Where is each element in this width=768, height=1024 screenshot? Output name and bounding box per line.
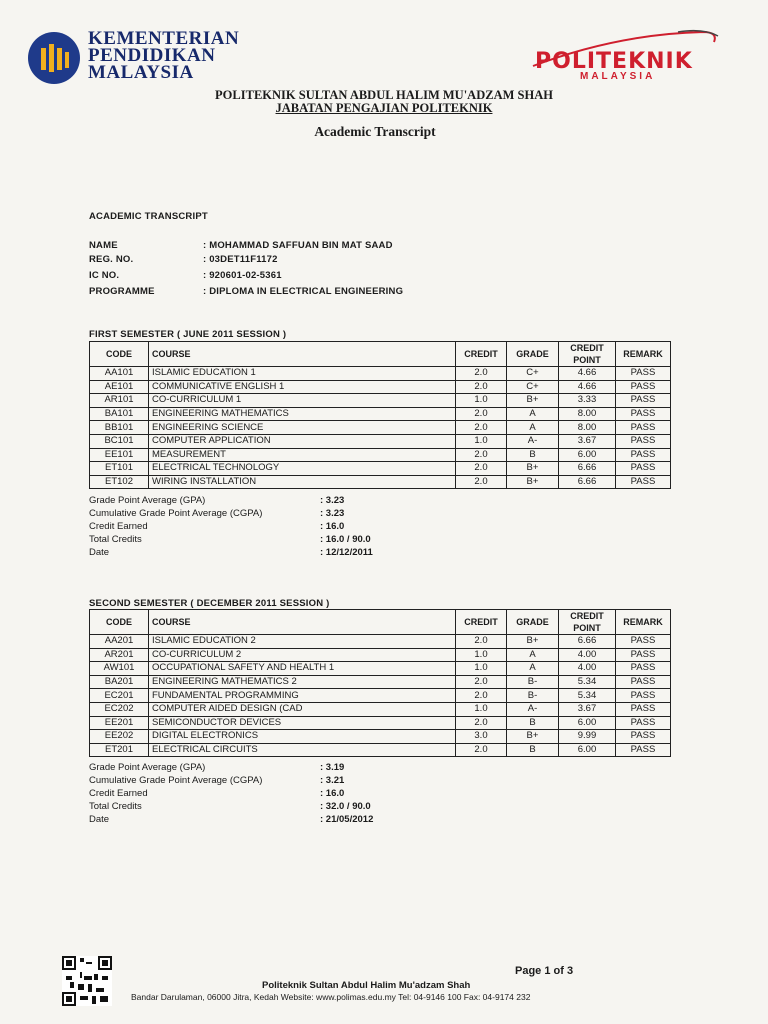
field-value-programme: : DIPLOMA IN ELECTRICAL ENGINEERING [203,286,404,297]
cell-code: BA201 [90,675,149,689]
sem1-cgpa-label: Cumulative Grade Point Average (CGPA) [89,508,263,519]
cell-credit-point: 6.00 [559,743,616,757]
table-row [90,635,671,649]
department-name: JABATAN PENGAJIAN POLITEKNIK [275,101,493,115]
table-row [90,367,671,381]
cell-remark: PASS [616,475,671,489]
col-remark: REMARK [616,342,671,367]
semester-1-title: FIRST SEMESTER ( JUNE 2011 SESSION ) [89,329,287,340]
cell-credit: 2.0 [456,462,507,476]
cell-code: BC101 [90,434,149,448]
institution-name: POLITEKNIK SULTAN ABDUL HALIM MU'ADZAM SHAH [215,88,553,102]
cell-credit: 1.0 [456,434,507,448]
cell-course: ENGINEERING MATHEMATICS 2 [149,675,456,689]
cell-grade: A- [507,702,559,716]
politeknik-logo-text: POLITEKNIK [535,49,693,74]
cell-remark: PASS [616,648,671,662]
cell-grade: B+ [507,730,559,744]
cell-credit: 1.0 [456,648,507,662]
table-header-row [90,610,671,635]
cell-credit-point: 8.00 [559,407,616,421]
sem2-cgpa-label: Cumulative Grade Point Average (CGPA) [89,775,263,786]
field-value-name: : MOHAMMAD SAFFUAN BIN MAT SAAD [203,240,393,251]
cell-grade: B+ [507,462,559,476]
table-row [90,462,671,476]
cell-credit: 3.0 [456,730,507,744]
cell-code: AA201 [90,635,149,649]
cell-course: ELECTRICAL TECHNOLOGY [149,462,456,476]
cell-course: COMMUNICATIVE ENGLISH 1 [149,380,456,394]
cell-course: ELECTRICAL CIRCUITS [149,743,456,757]
cell-credit: 2.0 [456,421,507,435]
page-number: Page 1 of 3 [515,965,574,977]
cell-credit-point: 6.00 [559,716,616,730]
cell-course: ISLAMIC EDUCATION 1 [149,367,456,381]
cell-credit: 2.0 [456,380,507,394]
cell-remark: PASS [616,716,671,730]
cell-remark: PASS [616,702,671,716]
cell-credit: 2.0 [456,716,507,730]
table-row [90,421,671,435]
ministry-name [88,30,239,81]
col-grade: GRADE [507,342,559,367]
table-row [90,730,671,744]
cell-credit: 2.0 [456,448,507,462]
cell-grade: B+ [507,394,559,408]
sem1-total-credits-label: Total Credits [89,534,142,545]
cell-grade: C+ [507,380,559,394]
table-header-row [90,342,671,367]
cell-credit: 1.0 [456,662,507,676]
cell-course: COMPUTER AIDED DESIGN (CAD [149,702,456,716]
sem1-date-label: Date [89,547,110,558]
cell-course: ENGINEERING MATHEMATICS [149,407,456,421]
table-row [90,662,671,676]
sem1-date-value: : 12/12/2011 [320,547,373,558]
cell-course: ENGINEERING SCIENCE [149,421,456,435]
cell-grade: A [507,662,559,676]
cell-credit: 2.0 [456,475,507,489]
cell-credit-point: 3.67 [559,702,616,716]
field-label-name: NAME [89,240,118,251]
sem2-credit-earned-value: : 16.0 [320,788,345,799]
cell-credit: 2.0 [456,689,507,703]
cell-remark: PASS [616,448,671,462]
cell-remark: PASS [616,662,671,676]
field-label-programme: PROGRAMME [89,286,155,297]
table-row [90,689,671,703]
field-label-ic: IC NO. [89,270,120,281]
cell-course: MEASUREMENT [149,448,456,462]
cell-course: CO-CURRICULUM 2 [149,648,456,662]
cell-code: AR101 [90,394,149,408]
qr-code [62,956,112,1006]
cell-grade: B- [507,689,559,703]
cell-remark: PASS [616,421,671,435]
cell-credit: 2.0 [456,635,507,649]
cell-course: ISLAMIC EDUCATION 2 [149,635,456,649]
footer-address: Bandar Darulaman, 06000 Jitra, Kedah Website: www.polimas.edu.my Tel: 04-9146 100 Fax: 04-9174 232 [131,992,531,1002]
semester-1-table [89,341,671,489]
table-row [90,702,671,716]
cell-grade: A [507,648,559,662]
cell-code: EE201 [90,716,149,730]
cell-credit-point: 6.66 [559,635,616,649]
cell-grade: B+ [507,475,559,489]
politeknik-logo-subtext: MALAYSIA [580,71,656,82]
document-title: Academic Transcript [314,124,436,139]
cell-credit: 1.0 [456,702,507,716]
cell-credit: 2.0 [456,743,507,757]
table-row [90,407,671,421]
cell-course: WIRING INSTALLATION [149,475,456,489]
col-credit: CREDIT [456,342,507,367]
cell-remark: PASS [616,675,671,689]
sem1-gpa-value: : 3.23 [320,495,345,506]
cell-code: AW101 [90,662,149,676]
cell-grade: A [507,421,559,435]
cell-remark: PASS [616,407,671,421]
ministry-line: KEMENTERIAN [88,28,240,49]
cell-credit: 1.0 [456,394,507,408]
cell-code: EC201 [90,689,149,703]
semester-2-rows [90,635,671,757]
cell-credit: 2.0 [456,675,507,689]
cell-course: OCCUPATIONAL SAFETY AND HEALTH 1 [149,662,456,676]
cell-course: FUNDAMENTAL PROGRAMMING [149,689,456,703]
sem1-credit-earned-label: Credit Earned [89,521,148,532]
cell-remark: PASS [616,380,671,394]
cell-grade: A [507,407,559,421]
cell-code: AE101 [90,380,149,394]
cell-credit-point: 5.34 [559,689,616,703]
section-title: ACADEMIC TRANSCRIPT [89,211,208,222]
semester-2-title: SECOND SEMESTER ( DECEMBER 2011 SESSION ) [89,598,330,609]
cell-code: EE101 [90,448,149,462]
cell-remark: PASS [616,635,671,649]
semester-1-rows [90,367,671,489]
cell-code: AR201 [90,648,149,662]
cell-grade: B [507,716,559,730]
ministry-logo [28,32,80,84]
cell-remark: PASS [616,462,671,476]
cell-code: ET201 [90,743,149,757]
table-row [90,743,671,757]
sem2-gpa-value: : 3.19 [320,762,345,773]
ministry-line: PENDIDIKAN [88,45,216,66]
cell-credit-point: 6.66 [559,462,616,476]
col-credit: CREDIT [456,610,507,635]
cell-course: COMPUTER APPLICATION [149,434,456,448]
table-row [90,716,671,730]
cell-grade: B+ [507,635,559,649]
cell-remark: PASS [616,689,671,703]
cell-course: SEMICONDUCTOR DEVICES [149,716,456,730]
col-grade: GRADE [507,610,559,635]
col-course: COURSE [149,342,456,367]
sem2-date-value: : 21/05/2012 [320,814,374,825]
semester-2-table [89,609,671,757]
cell-credit-point: 6.66 [559,475,616,489]
table-row [90,434,671,448]
footer-institution: Politeknik Sultan Abdul Halim Mu'adzam Shah [262,980,471,991]
cell-credit-point: 6.00 [559,448,616,462]
cell-code: ET102 [90,475,149,489]
cell-remark: PASS [616,730,671,744]
cell-credit-point: 9.99 [559,730,616,744]
sem1-cgpa-value: : 3.23 [320,508,345,519]
cell-credit-point: 4.00 [559,648,616,662]
cell-grade: C+ [507,367,559,381]
cell-remark: PASS [616,434,671,448]
sem2-total-credits-label: Total Credits [89,801,142,812]
table-row [90,475,671,489]
sem2-gpa-label: Grade Point Average (GPA) [89,762,206,773]
field-value-reg: : 03DET11F1172 [203,254,278,265]
sem2-cgpa-value: : 3.21 [320,775,345,786]
sem1-gpa-label: Grade Point Average (GPA) [89,495,206,506]
cell-grade: A- [507,434,559,448]
cell-credit: 2.0 [456,407,507,421]
col-code: CODE [90,610,149,635]
col-code: CODE [90,342,149,367]
cell-grade: B [507,448,559,462]
cell-grade: B [507,743,559,757]
cell-credit-point: 4.00 [559,662,616,676]
cell-grade: B- [507,675,559,689]
sem1-total-credits-value: : 16.0 / 90.0 [320,534,371,545]
cell-code: EE202 [90,730,149,744]
table-row [90,380,671,394]
cell-credit-point: 4.66 [559,367,616,381]
cell-code: AA101 [90,367,149,381]
table-row [90,648,671,662]
col-remark: REMARK [616,610,671,635]
sem1-credit-earned-value: : 16.0 [320,521,345,532]
cell-credit-point: 8.00 [559,421,616,435]
sem2-total-credits-value: : 32.0 / 90.0 [320,801,371,812]
cell-code: BB101 [90,421,149,435]
col-credit-point: CREDIT POINT [559,342,616,367]
sem2-date-label: Date [89,814,110,825]
cell-code: BA101 [90,407,149,421]
table-row [90,675,671,689]
field-label-reg: REG. NO. [89,254,134,265]
ministry-line: MALAYSIA [88,62,194,83]
col-course: COURSE [149,610,456,635]
cell-credit-point: 3.67 [559,434,616,448]
cell-remark: PASS [616,743,671,757]
cell-course: DIGITAL ELECTRONICS [149,730,456,744]
table-row [90,448,671,462]
cell-remark: PASS [616,394,671,408]
cell-credit: 2.0 [456,367,507,381]
cell-credit-point: 3.33 [559,394,616,408]
sem2-credit-earned-label: Credit Earned [89,788,148,799]
table-row [90,394,671,408]
col-credit-point: CREDIT POINT [559,610,616,635]
cell-code: EC202 [90,702,149,716]
cell-code: ET101 [90,462,149,476]
cell-credit-point: 5.34 [559,675,616,689]
field-value-ic: : 920601-02-5361 [203,270,282,281]
cell-credit-point: 4.66 [559,380,616,394]
cell-course: CO-CURRICULUM 1 [149,394,456,408]
cell-remark: PASS [616,367,671,381]
